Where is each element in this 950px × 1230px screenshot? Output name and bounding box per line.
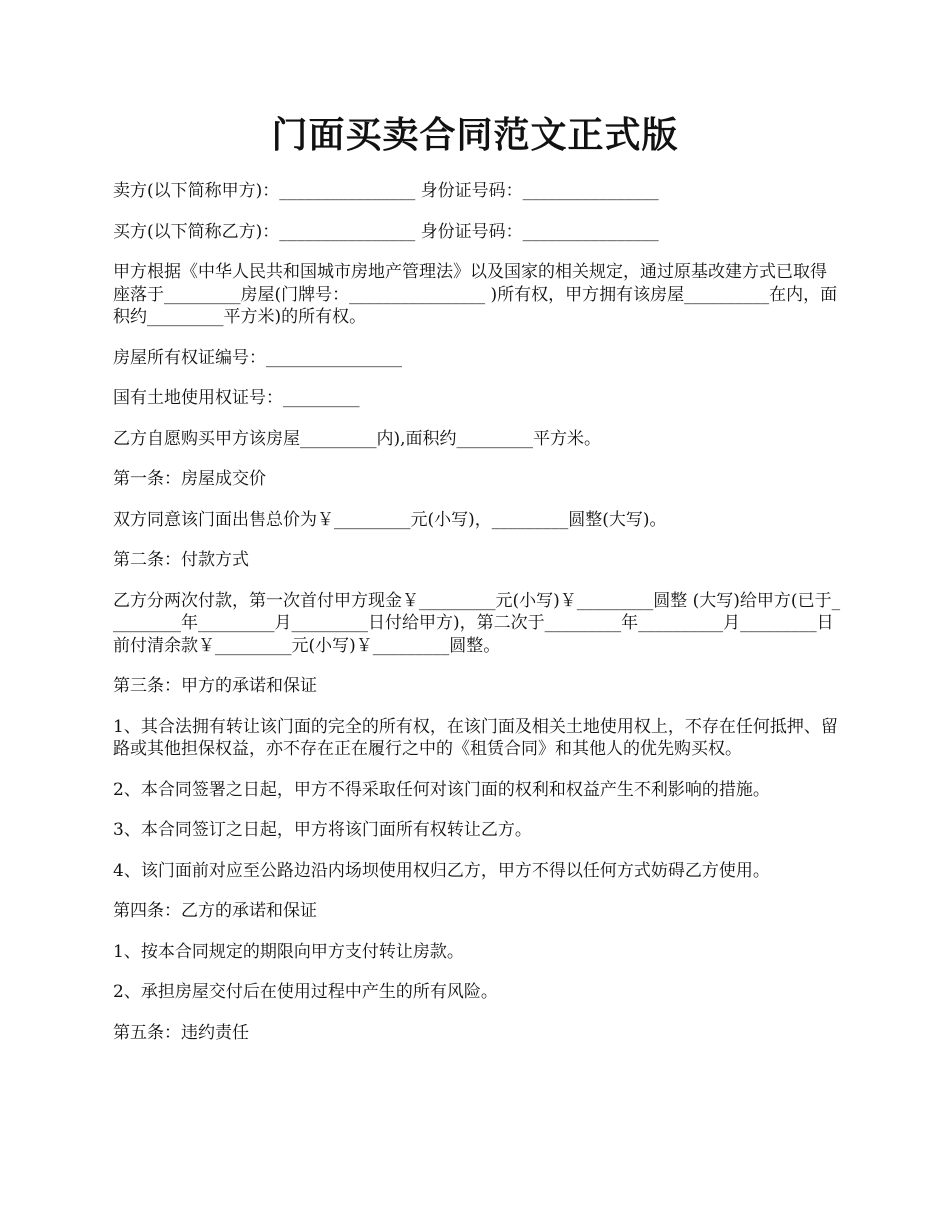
property-certificate-line: 房屋所有权证编号：________________ [113, 347, 402, 368]
article-2-payment: 乙方分两次付款，第一次首付甲方现金￥_________元(小写)￥_________圆整 (大写)给甲方(已于_________年_________月_________日付给甲方)，第二次于_________年__________月_________日前付清余款￥_________元(小写)￥_________圆整。 [113, 590, 841, 656]
party-a-line: 卖方(以下简称甲方)：________________ 身份证号码：________________ [113, 181, 659, 201]
article-1-price: 双方同意该门面出售总价为￥_________元(小写)，_________圆整(大写)。 [113, 509, 667, 530]
purchase-intent-line: 乙方自愿购买甲方该房屋_________内),面积约_________平方米。 [113, 428, 602, 449]
document-body [113, 180, 843, 1062]
article-4-clause-2: 2、承担房屋交付后在使用过程中产生的所有风险。 [113, 982, 498, 1002]
article-4-heading: 第四条：乙方的承诺和保证 [113, 901, 317, 921]
party-b-line: 买方(以下简称乙方)：________________ 身份证号码：________________ [113, 221, 659, 242]
ownership-paragraph: 甲方根据《中华人民共和国城市房地产管理法》以及国家的相关规定，通过原基改建方式已取得座落于_________房屋(门牌号：________________ )所有权，甲方拥有该房屋__________在内，面积约_________平方米)的所有权。 [113, 262, 838, 327]
document-title: 门面买卖合同范文正式版 [271, 114, 679, 156]
land-certificate-line: 国有土地使用权证号：_________ [113, 388, 360, 408]
article-4-clause-1: 1、按本合同规定的期限向甲方支付转让房款。 [113, 941, 464, 962]
article-3-clause-1: 1、其合法拥有转让该门面的完全的所有权，在该门面及相关土地使用权上，不存在任何抵押、留路或其他担保权益，亦不存在正在履行之中的《租赁合同》和其他人的优先购买权。 [113, 716, 838, 759]
article-2-heading: 第二条：付款方式 [113, 550, 249, 570]
article-3-clause-2: 2、本合同签署之日起，甲方不得采取任何对该门面的权利和权益产生不利影响的措施。 [113, 779, 770, 800]
article-3-heading: 第三条：甲方的承诺和保证 [113, 676, 317, 696]
article-1-heading: 第一条：房屋成交价 [113, 469, 266, 489]
article-5-heading: 第五条：违约责任 [113, 1022, 249, 1043]
article-3-clause-3: 3、本合同签订之日起，甲方将该门面所有权转让乙方。 [113, 820, 532, 840]
article-3-clause-4: 4、该门面前对应至公路边沿内场坝使用权归乙方，甲方不得以任何方式妨碍乙方使用。 [113, 860, 770, 881]
